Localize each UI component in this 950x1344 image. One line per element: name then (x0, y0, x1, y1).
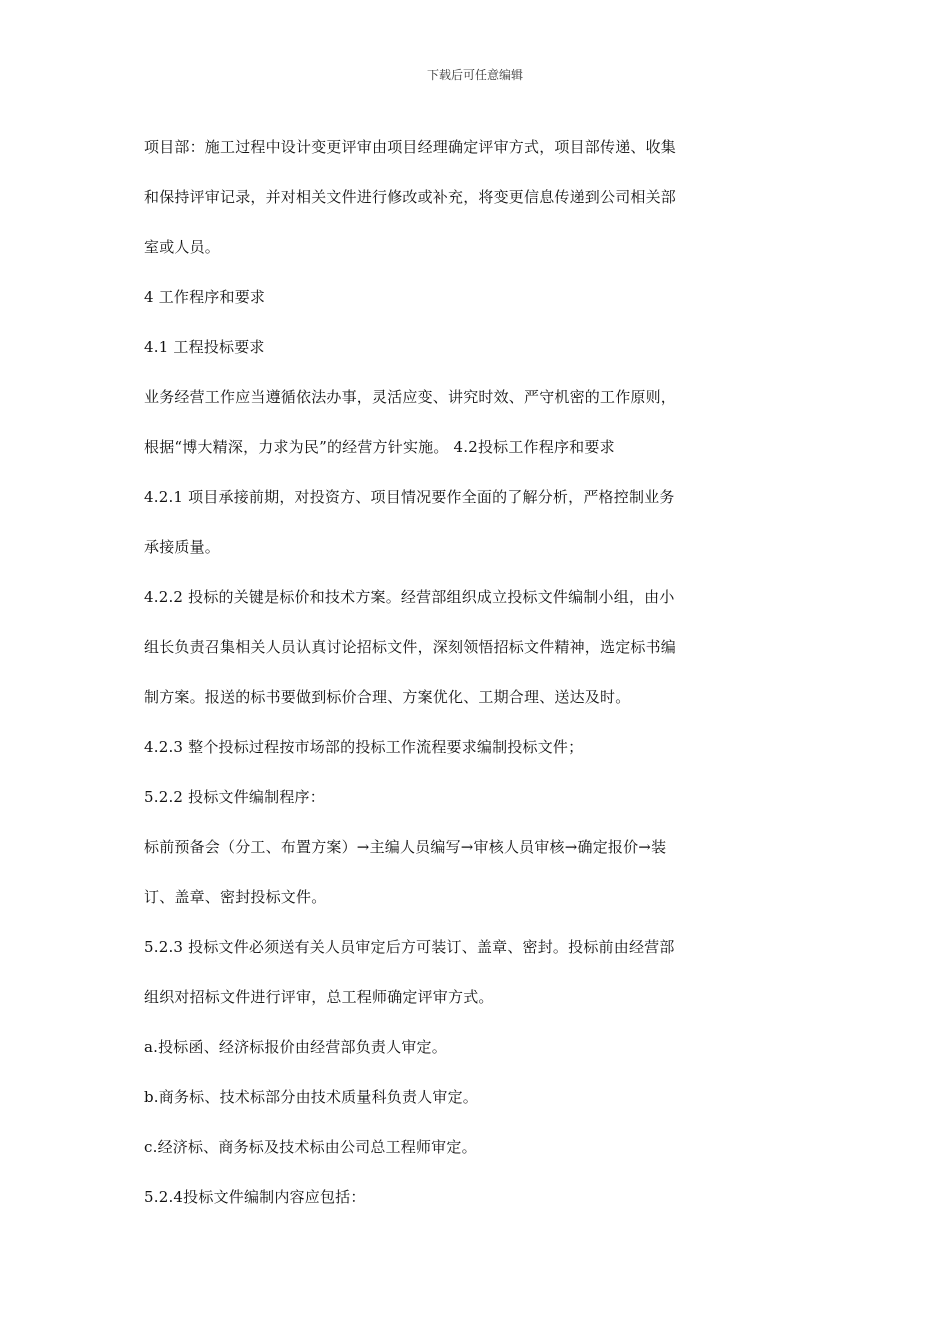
paragraph-line: 4.2.3 整个投标过程按市场部的投标工作流程要求编制投标文件； (144, 738, 584, 756)
paragraph-line: 组长负责召集相关人员认真讨论招标文件，深刻领悟招标文件精神，选定标书编 (144, 638, 677, 656)
subsection-heading: 4.1 工程投标要求 (144, 338, 265, 356)
paragraph-line: 组织对招标文件进行评审，总工程师确定评审方式。 (144, 988, 494, 1006)
paragraph-line: 室或人员。 (144, 238, 221, 256)
paragraph-line: 业务经营工作应当遵循依法办事，灵活应变、讲究时效、严守机密的工作原则， (144, 388, 677, 406)
paragraph-line: 订、盖章、密封投标文件。 (144, 888, 327, 906)
paragraph-line: 项目部：施工过程中设计变更评审由项目经理确定评审方式，项目部传递、收集 (144, 138, 677, 156)
list-item: c.经济标、商务标及技术标由公司总工程师审定。 (144, 1138, 477, 1156)
paragraph-line: 标前预备会（分工、布置方案）→主编人员编写→审核人员审核→确定报价→装 (144, 838, 667, 856)
list-item: a.投标函、经济标报价由经营部负责人审定。 (144, 1038, 447, 1056)
paragraph-line: 5.2.3 投标文件必须送有关人员审定后方可装订、盖章、密封。投标前由经营部 (144, 938, 675, 956)
paragraph-line: 承接质量。 (144, 538, 221, 556)
page-header-note: 下载后可任意编辑 (426, 68, 523, 82)
section-heading: 4 工作程序和要求 (144, 288, 266, 306)
paragraph-line: 5.2.2 投标文件编制程序： (144, 788, 325, 806)
paragraph-line: 根据“博大精深，力求为民”的经营方针实施。 4.2投标工作程序和要求 (144, 438, 615, 456)
paragraph-line: 4.2.1 项目承接前期，对投资方、项目情况要作全面的了解分析，严格控制业务 (144, 488, 675, 506)
paragraph-line: 5.2.4投标文件编制内容应包括： (144, 1188, 366, 1206)
paragraph-line: 4.2.2 投标的关键是标价和技术方案。经营部组织成立投标文件编制小组，由小 (144, 588, 675, 606)
document-body (144, 122, 744, 1222)
paragraph-line: 和保持评审记录，并对相关文件进行修改或补充，将变更信息传递到公司相关部 (144, 188, 677, 206)
paragraph-line: 制方案。报送的标书要做到标价合理、方案优化、工期合理、送达及时。 (144, 688, 631, 706)
list-item: b.商务标、技术标部分由技术质量科负责人审定。 (144, 1088, 478, 1106)
